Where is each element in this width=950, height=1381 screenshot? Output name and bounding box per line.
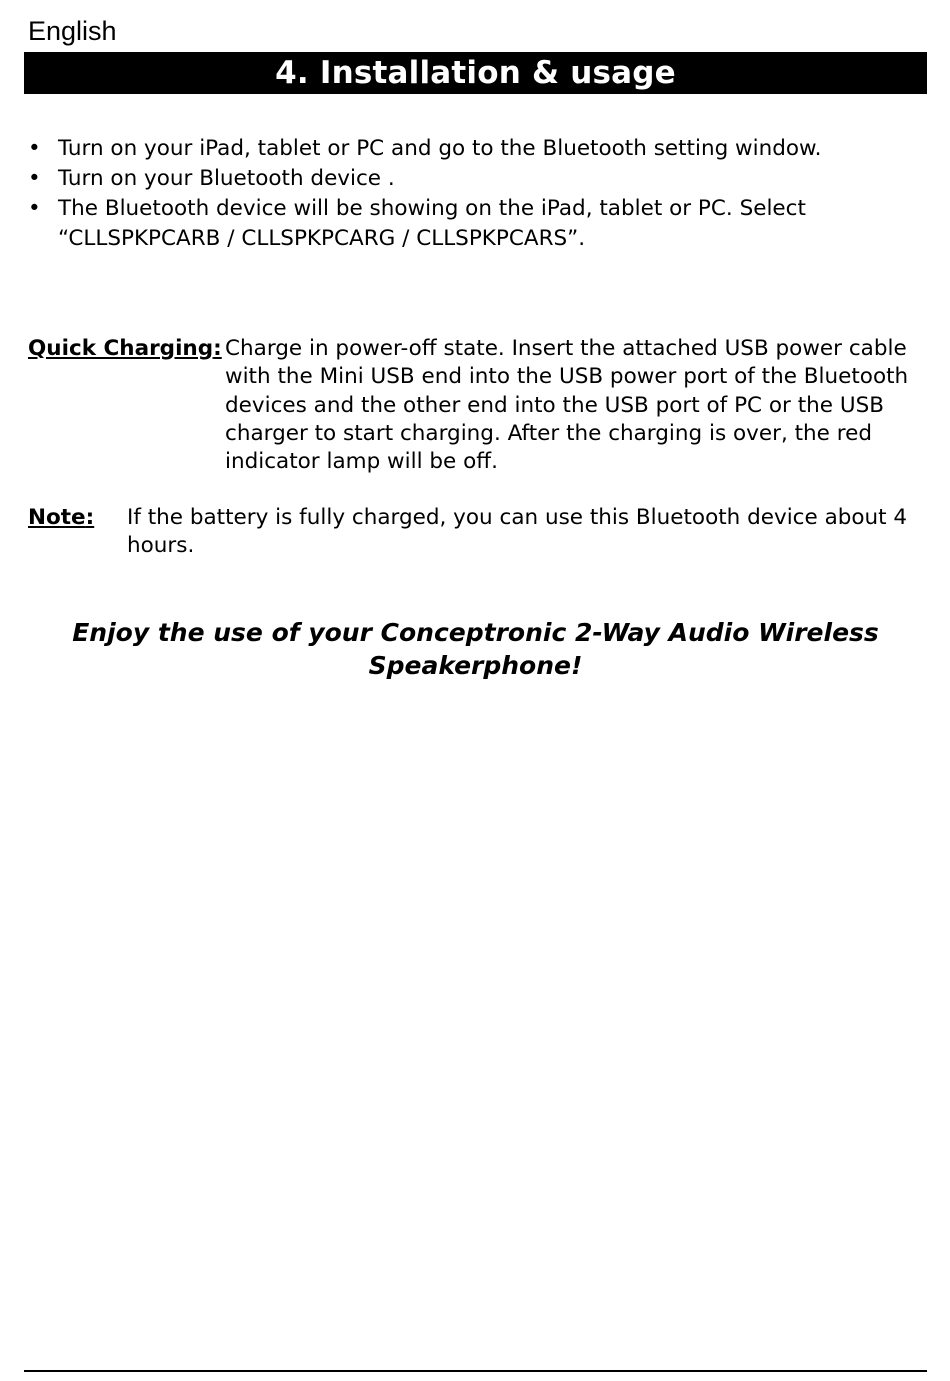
note-label: Note [28, 505, 86, 530]
list-item [28, 134, 908, 164]
bullet-icon: • [28, 136, 41, 161]
installation-steps-list [28, 134, 908, 254]
section-title: 4. Installation & usage [24, 52, 927, 94]
list-item [28, 164, 908, 194]
quick-charging-text: Charge in power-off state. Insert the attached USB power cable with the Mini USB end into the USB power port of the Bluetooth devices and the other end into the USB port of PC or the USB charger to start charging. After the charging is over, the red indicator lamp will be off. [225, 336, 909, 475]
note-text: If the battery is fully charged, you can use this Bluetooth device about 4 hours. [127, 505, 908, 559]
note-colon: : [85, 505, 95, 530]
quick-charging-colon: : [213, 336, 222, 361]
bullet-icon: • [28, 196, 41, 221]
step-text: The Bluetooth device will be showing on the iPad, tablet or PC. Select “CLLSPKPCARB / CLLSPKPCARG / CLLSPKPCARS”. [58, 196, 806, 251]
closing-message: Enjoy the use of your Conceptronic 2-Way Audio Wireless Speakerphone! [72, 618, 879, 680]
step-text: Turn on your iPad, tablet or PC and go to the Bluetooth setting window. [58, 136, 822, 161]
bullet-icon: • [28, 166, 41, 191]
language-label: English [28, 16, 117, 46]
list-item [28, 194, 908, 254]
step-text: Turn on your Bluetooth device . [58, 166, 395, 191]
footer-divider [24, 1370, 927, 1372]
quick-charging-heading [28, 335, 222, 363]
note-heading [28, 504, 94, 532]
quick-charging-label: Quick Charging [28, 336, 214, 361]
